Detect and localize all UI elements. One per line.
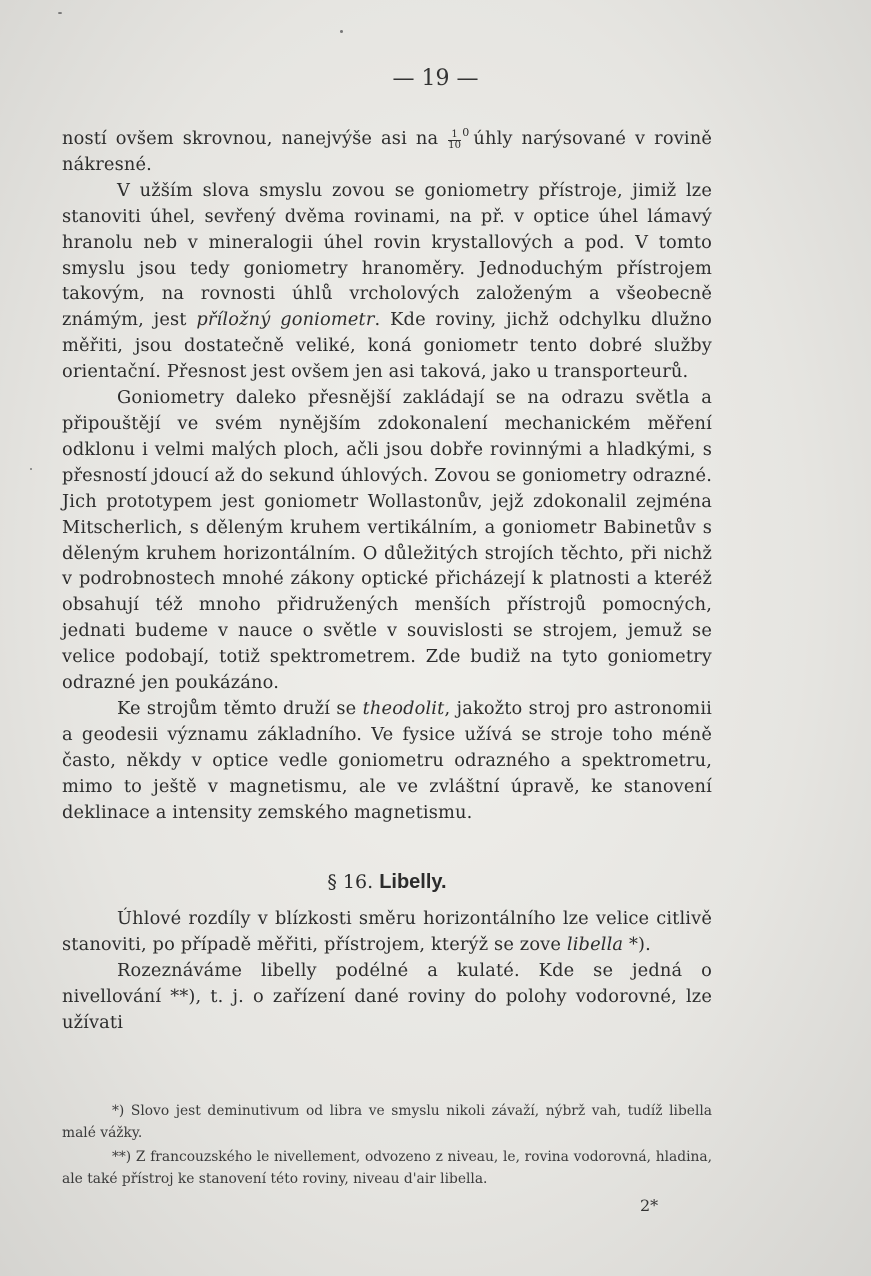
footnote: **) Z francouzského le nivellement, odvozeno z niveau, le, rovina vodorovná, hladina, ale také přístroj ke stanovení této roviny, niveau d'air libella. <box>62 1149 713 1187</box>
footnote: *) Slovo jest deminutivum od libra ve smyslu nikoli závaží, nýbrž vah, tudíž libella malé vážky. <box>62 1103 713 1141</box>
paragraph: Goniometry daleko přesnější zakládají se na odrazu světla a připouštějí ve svém nynějším zdokonalení mechanickém měření odklonu i velmi malých ploch, ačli jsou dobře rovinnými a hladkými, s přesností jdoucí až do sekund úhlových. Zovou se goniometry odrazné. Jich prototypem jest goniometr Wollastonův, jejž zdokonalil zejména Mitscherlich, s děleným kruhem vertikálním, a goniometr Babinetův s děleným kruhem horizontálním. O důležitých strojích těchto, při nichž v podrobnostech mnohé zákony optické přicházejí k platnosti a kteréž obsahují též mnoho přidružených menších přístrojů pomocných, jednati budeme v nauce o světle v souvislosti se strojem, jemuž se velice podobají, totiž spektrometrem. Zde budiž na tyto goniometry odrazné jen poukázáno. <box>62 387 712 694</box>
ink-speck <box>340 30 343 33</box>
body-text <box>62 120 712 1036</box>
emphasis: libella <box>566 934 624 956</box>
paragraph: Ke strojům těmto druží se theodolit, jakožto stroj pro astronomii a geodesii významu základního. Ve fysice užívá se stroje toho méně často, někdy v optice vedle goniometru odrazného a spektrometru, mimo to ještě v magnetismu, ale ve zvláštní úpravě, ke stanovení deklinace a intensity zemského magnetismu. <box>62 697 712 823</box>
ink-speck <box>30 468 32 470</box>
paragraph: Úhlové rozdíly v blízkosti směru horizontálního lze velice citlivě stanoviti, po případě měřiti, přístrojem, kterýž se zove libella *). <box>62 908 712 956</box>
signature-mark: 2* <box>640 1196 659 1215</box>
section-heading: § 16. Libelly. <box>327 871 447 894</box>
fraction: $\frac{1}{10}$ <box>448 129 462 151</box>
page-number: — 19 — <box>392 66 479 91</box>
paragraph: ností ovšem skrovnou, nanejvýše asi na $\frac{1}{10}$ $^0$ úhly narýsované v rovině nákresné. <box>62 126 712 175</box>
degree-sign: 0 <box>462 126 470 139</box>
footnotes <box>62 1100 712 1190</box>
emphasis: příložný goniometr <box>196 309 375 331</box>
paragraph: V užším slova smyslu zovou se goniometry přístroje, jimiž lze stanoviti úhel, sevřený dvěma rovinami, na př. v optice úhel lámavý hranolu neb v mineralogii úhel rovin krystallových a pod. V tomto smyslu jsou tedy goniometry hranoměry. Jednoduchým přístrojem takovým, na rovnosti úhlů vrcholových založeným a všeobecně známým, jest příložný goniometr. Kde roviny, jichž odchylku dlužno měřiti, jsou dostatečně veliké, koná goniometr tento dobré služby orientační. Přesnost jest ovšem jen asi taková, jako u transporteurů. <box>62 179 713 383</box>
emphasis: theodolit <box>362 697 445 719</box>
paragraph: Rozeznáváme libelly podélné a kulaté. Kde se jedná o nivellování **), t. j. o zařízení dané roviny do polohy vodorovné, lze užívati <box>62 960 712 1034</box>
ink-speck <box>58 12 62 14</box>
section-title: Libelly. <box>379 871 447 894</box>
